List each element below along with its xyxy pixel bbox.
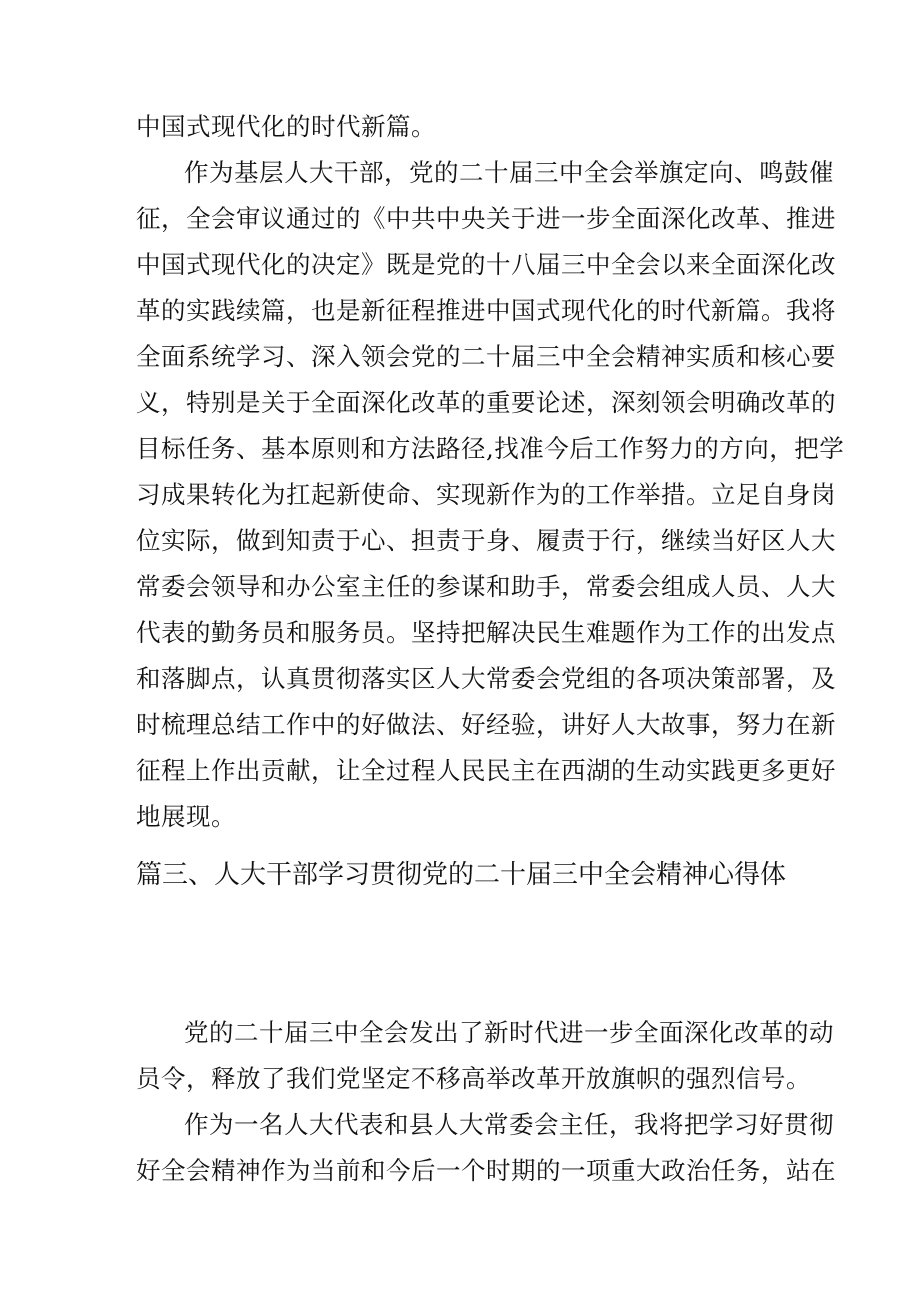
section-heading: 篇三、人大干部学习贯彻党的二十届三中全会精神心得体 bbox=[136, 860, 787, 890]
paragraph-line: 征，全会审议通过的《中共中央关于进一步全面深化改革、推进 bbox=[136, 204, 836, 233]
paragraph-line: 征程上作出贡献，让全过程人民民主在西湖的生动实践更多更好 bbox=[136, 756, 836, 785]
paragraph-line: 位实际，做到知责于心、担责于身、履责于行，继续当好区人大 bbox=[136, 526, 836, 555]
paragraph-line: 作为一名人大代表和县人大常委会主任，我将把学习好贯彻 bbox=[184, 1110, 834, 1139]
paragraph-line: 中国式现代化的决定》既是党的十八届三中全会以来全面深化改 bbox=[136, 250, 836, 279]
paragraph-line: 好全会精神作为当前和今后一个时期的一项重大政治任务，站在 bbox=[136, 1156, 836, 1185]
paragraph-line: 员令，释放了我们党坚定不移高举改革开放旗帜的强烈信号。 bbox=[136, 1064, 811, 1093]
paragraph-line: 义，特别是关于全面深化改革的重要论述，深刻领会明确改革的 bbox=[136, 388, 836, 417]
paragraph-line: 全面系统学习、深入领会党的二十届三中全会精神实质和核心要 bbox=[136, 342, 836, 371]
paragraph-line: 代表的勤务员和服务员。坚持把解决民生难题作为工作的出发点 bbox=[136, 618, 836, 647]
paragraph-line: 地展现。 bbox=[136, 802, 236, 831]
paragraph-line: 目标任务、基本原则和方法路径,找准今后工作努力的方向，把学 bbox=[136, 434, 845, 463]
paragraph-line: 和落脚点，认真贯彻落实区人大常委会党组的各项决策部署，及 bbox=[136, 664, 836, 693]
paragraph-line: 党的二十届三中全会发出了新时代进一步全面深化改革的动 bbox=[184, 1018, 834, 1047]
paragraph-line: 中国式现代化的时代新篇。 bbox=[136, 112, 436, 141]
paragraph-line: 革的实践续篇，也是新征程推进中国式现代化的时代新篇。我将 bbox=[136, 296, 836, 325]
paragraph-line: 时梳理总结工作中的好做法、好经验，讲好人大故事，努力在新 bbox=[136, 710, 836, 739]
paragraph-line: 作为基层人大干部，党的二十届三中全会举旗定向、鸣鼓催 bbox=[184, 158, 834, 187]
paragraph-line: 常委会领导和办公室主任的参谋和助手，常委会组成人员、人大 bbox=[136, 572, 836, 601]
paragraph-line: 习成果转化为扛起新使命、实现新作为的工作举措。立足自身岗 bbox=[136, 480, 836, 509]
